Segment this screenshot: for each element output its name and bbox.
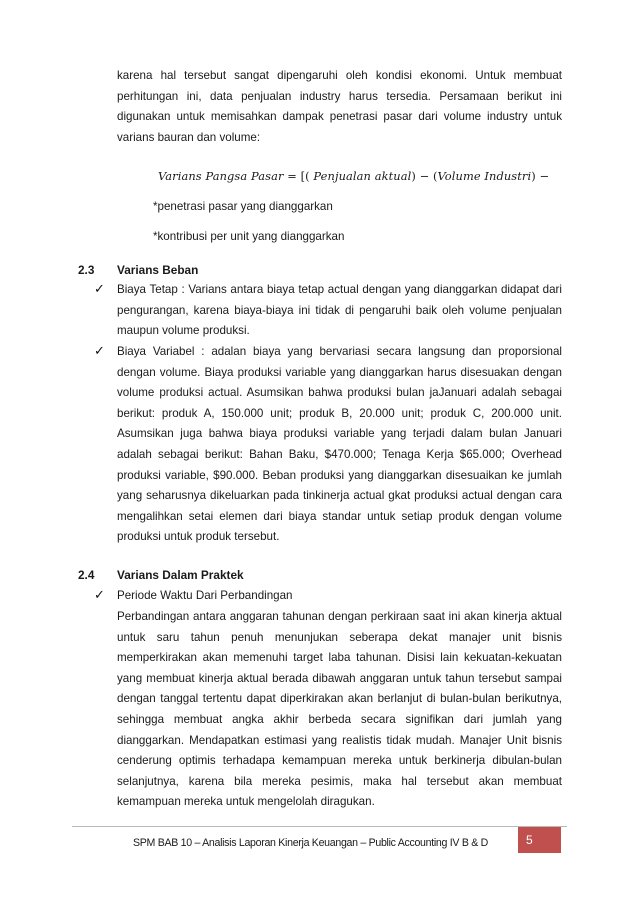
section-number: 2.4 [78, 568, 95, 582]
page-number: 5 [518, 827, 561, 853]
section-title: Varians Beban [117, 263, 199, 277]
formula-eq: = [( [283, 169, 314, 183]
bullet-variable-cost: Biaya Variabel : adalan biaya yang bervariasi secara langsung dan proporsional dengan volume. Biaya produksi variable yang dianggarkan harus disesuakan dengan volume produksi actual. Asumsikan bahwa produksi bulan jaJanuari adalah sebagai berikut: produk A, 150.000 unit; produk B, 20.000 unit; produk C, 200.000 unit. Asumsikan juga bahwa biaya produksi variable yang terjadi dalam bulan Januari adalah sebagai berikut: Bahan Baku, $470.000; Tenaga Kerja $65.000; Overhead produksi variable, $90.000. Beban produksi yang dianggarkan disesuaikan ke jumlah yang seharusnya dikeluarkan pada tinkinerja actual gkat produksi actual dengan cara mengalihkan setai elemen dari biaya standar untuk setiap produk dengan volume produksi untuk produk tersebut. [117, 345, 562, 544]
note-unit-contribution: *kontribusi per unit yang dianggarkan [153, 230, 345, 243]
checkmark-icon: ✓ [94, 344, 105, 359]
formula-lhs: Varians Pangsa Pasar [158, 169, 284, 183]
checkmark-icon: ✓ [94, 588, 105, 603]
bullet-fixed-cost: Biaya Tetap : Varians antara biaya tetap actual dengan yang dianggarkan didapat dari pengurangan, karena biaya-biaya ini tidak di pengaruhi baik oleh volume penjualan maupun volume produksi. [117, 283, 562, 338]
footer-text: SPM BAB 10 – Analisis Laporan Kinerja Keuangan – Public Accounting IV B & D [133, 837, 488, 849]
section-title: Varians Dalam Praktek [117, 568, 244, 582]
bullet-comparison-period-title: Periode Waktu Dari Perbandingan [117, 589, 293, 602]
formula-term-actual-sales: Penjualan aktual [313, 169, 412, 183]
market-share-variance-formula [158, 169, 549, 183]
section-number: 2.3 [78, 263, 95, 277]
formula-term-industry-volume: Volume Industri [437, 169, 532, 183]
footer-divider [72, 826, 567, 827]
note-market-penetration: *penetrasi pasar yang dianggarkan [153, 200, 333, 213]
formula-mid: ) − ( [411, 169, 438, 183]
intro-paragraph: karena hal tersebut sangat dipengaruhi oleh kondisi ekonomi. Untuk membuat perhitungan ini, data penjualan industry harus tersedia. Persamaan berikut ini digunakan untuk memisahkan dampak penetrasi pasar dari volume industry untuk varians bauran dan volume: [117, 69, 562, 144]
comparison-period-paragraph: Perbandingan antara anggaran tahunan dengan perkiraan saat ini akan kinerja aktual untuk saru tahun penuh menunjukan seberapa dekat manajer unit bisnis memperkirakan akan memenuhi target laba tahunan. Disisi lain kekuatan-kekuatan yang membuat kinerja aktual berada dibawah anggaran untuk tahun tersebut sampai dengan tanggal tertentu dapat diperkirakan akan berlanjut di bulan-bulan berikutnya, sehingga membuat angka akhir berbeda secara signifikan dari jumlah yang dianggarkan. Mendapatkan estimasi yang realistis tidak mudah. Manajer Unit bisnis cenderung optimis terhadapa kemampuan mereka untuk berkinerja dibulan-bulan selanjutnya, karena bila mereka pesimis, maka hal tersebut akan membuat kemampuan mereka untuk mengelolah diragukan. [117, 610, 562, 809]
checkmark-icon: ✓ [94, 282, 105, 297]
formula-tail: ) − [531, 169, 550, 183]
